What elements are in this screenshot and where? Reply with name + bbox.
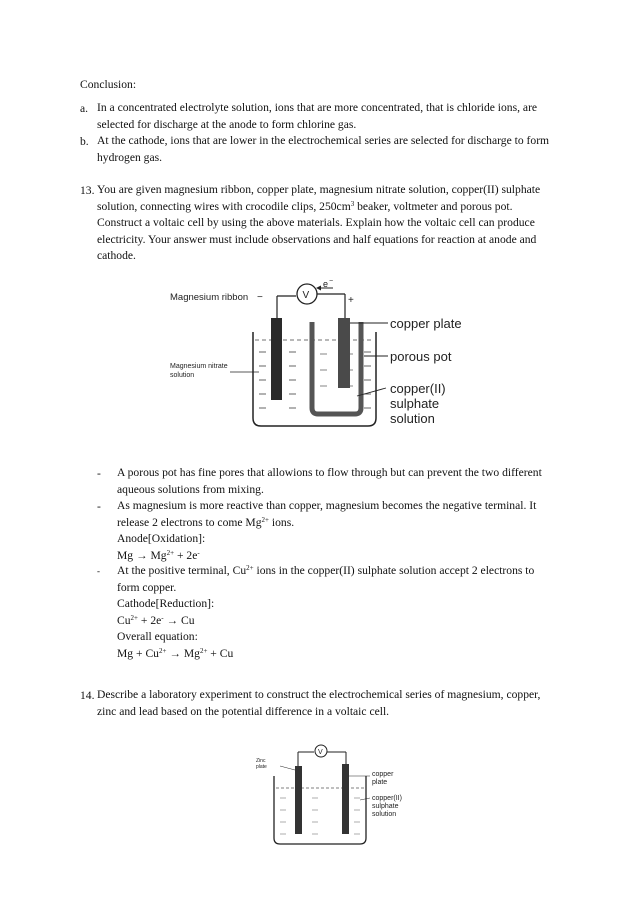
voltaic-cell-diagram (160, 278, 510, 438)
svg-text:+: + (348, 295, 354, 306)
copper-plate-label: copper (372, 771, 394, 778)
conclusion-heading: Conclusion: (80, 78, 137, 91)
svg-text:−: − (329, 278, 334, 285)
q13-number: 13. (80, 184, 95, 197)
q13-answer-point-3: At the positive terminal, $Cu^{2+}$ ions in the copper(II) sulphate solution accept 2 electrons to form copper. Cathode[Reduction]: $Cu^{2+} + 2e^- \to Cu$ Overall equation: $Mg + Cu^{2+} \to Mg^{2+} + Cu$ (117, 563, 534, 662)
zinc-copper-cell-diagram (250, 740, 420, 846)
copper-plate-label: copper plate (390, 316, 462, 331)
q13-answer-point-2: As magnesium is more reactive than copper, magnesium becomes the negative terminal. It release 2 electrons to come $Mg^{2+}$ ions. Anode[Oxidation]: $Mg \to Mg^{2+} + 2e^-$ (117, 498, 536, 564)
svg-text:sulphate: sulphate (390, 396, 440, 411)
copper-sulphate-label-1: copper(II) (390, 381, 446, 396)
q13-answer-point-1: A porous pot has fine pores that allowions to flow through but can prevent the two different aqueous solutions from mixing. (117, 466, 542, 496)
svg-text:solution: solution (390, 411, 435, 426)
svg-text:V: V (318, 749, 323, 756)
anode-equation: $Mg \to Mg^{2+} + 2e^-$ (117, 548, 200, 562)
magnesium-ribbon-label: Magnesium ribbon (170, 292, 249, 303)
magnesium-nitrate-label: Magnesium nitrate (170, 363, 228, 370)
q14-question-text: Describe a laboratory experiment to construct the electrochemical series of magnesium, copper, zinc and lead based on the potential difference in a voltaic cell. (97, 688, 541, 718)
conclusion-a-marker: a. (80, 102, 89, 115)
copper-sulphate-label: copper(II) (372, 795, 402, 802)
conclusion-item-b: At the cathode, ions that are lower in the electrochemical series are selected for discharge to form hydrogen gas. (97, 134, 550, 164)
conclusion-b-marker: b. (80, 135, 89, 148)
svg-text:solution: solution (170, 372, 195, 379)
conclusion-item-a: In a concentrated electrolyte solution, ions that are more concentrated, that is chloride ions, are selected for discharge at the anode to form chlorine gas. (97, 101, 538, 131)
svg-text:plate: plate (256, 764, 267, 770)
svg-text:−: − (257, 292, 263, 303)
svg-text:V: V (302, 290, 310, 301)
svg-text:solution: solution (372, 811, 397, 818)
cathode-heading: Cathode[Reduction]: (117, 597, 215, 610)
q13-question-text: You are given magnesium ribbon, copper plate, magnesium nitrate solution, copper(II) sulphate solution, connecting wires with crocodile clips, $250cm^3$ beaker, voltmeter and porous pot. Construct a voltaic cell by using the above materials. Explain how the voltaic cell can produce electricity. Your answer must include observations and half equations for reaction at anode and cathode. (97, 183, 541, 262)
zinc-plate (295, 766, 302, 834)
magnesium-ribbon (271, 318, 282, 400)
svg-text:sulphate: sulphate (372, 803, 399, 810)
anode-heading: Anode[Oxidation]: (117, 532, 206, 545)
svg-text:e: e (323, 279, 329, 289)
copper-plate (338, 318, 350, 388)
overall-heading: Overall equation: (117, 630, 198, 643)
q14-number: 14. (80, 689, 95, 702)
porous-pot-label: porous pot (390, 349, 452, 364)
zinc-plate-label: Zinc (256, 758, 266, 764)
copper-plate (342, 764, 349, 834)
overall-equation: $Mg + Cu^{2+} \to Mg^{2+} + Cu$ (117, 646, 234, 660)
cathode-equation: $Cu^{2+} + 2e^- \to Cu$ (117, 613, 195, 627)
svg-text:plate: plate (372, 779, 388, 786)
